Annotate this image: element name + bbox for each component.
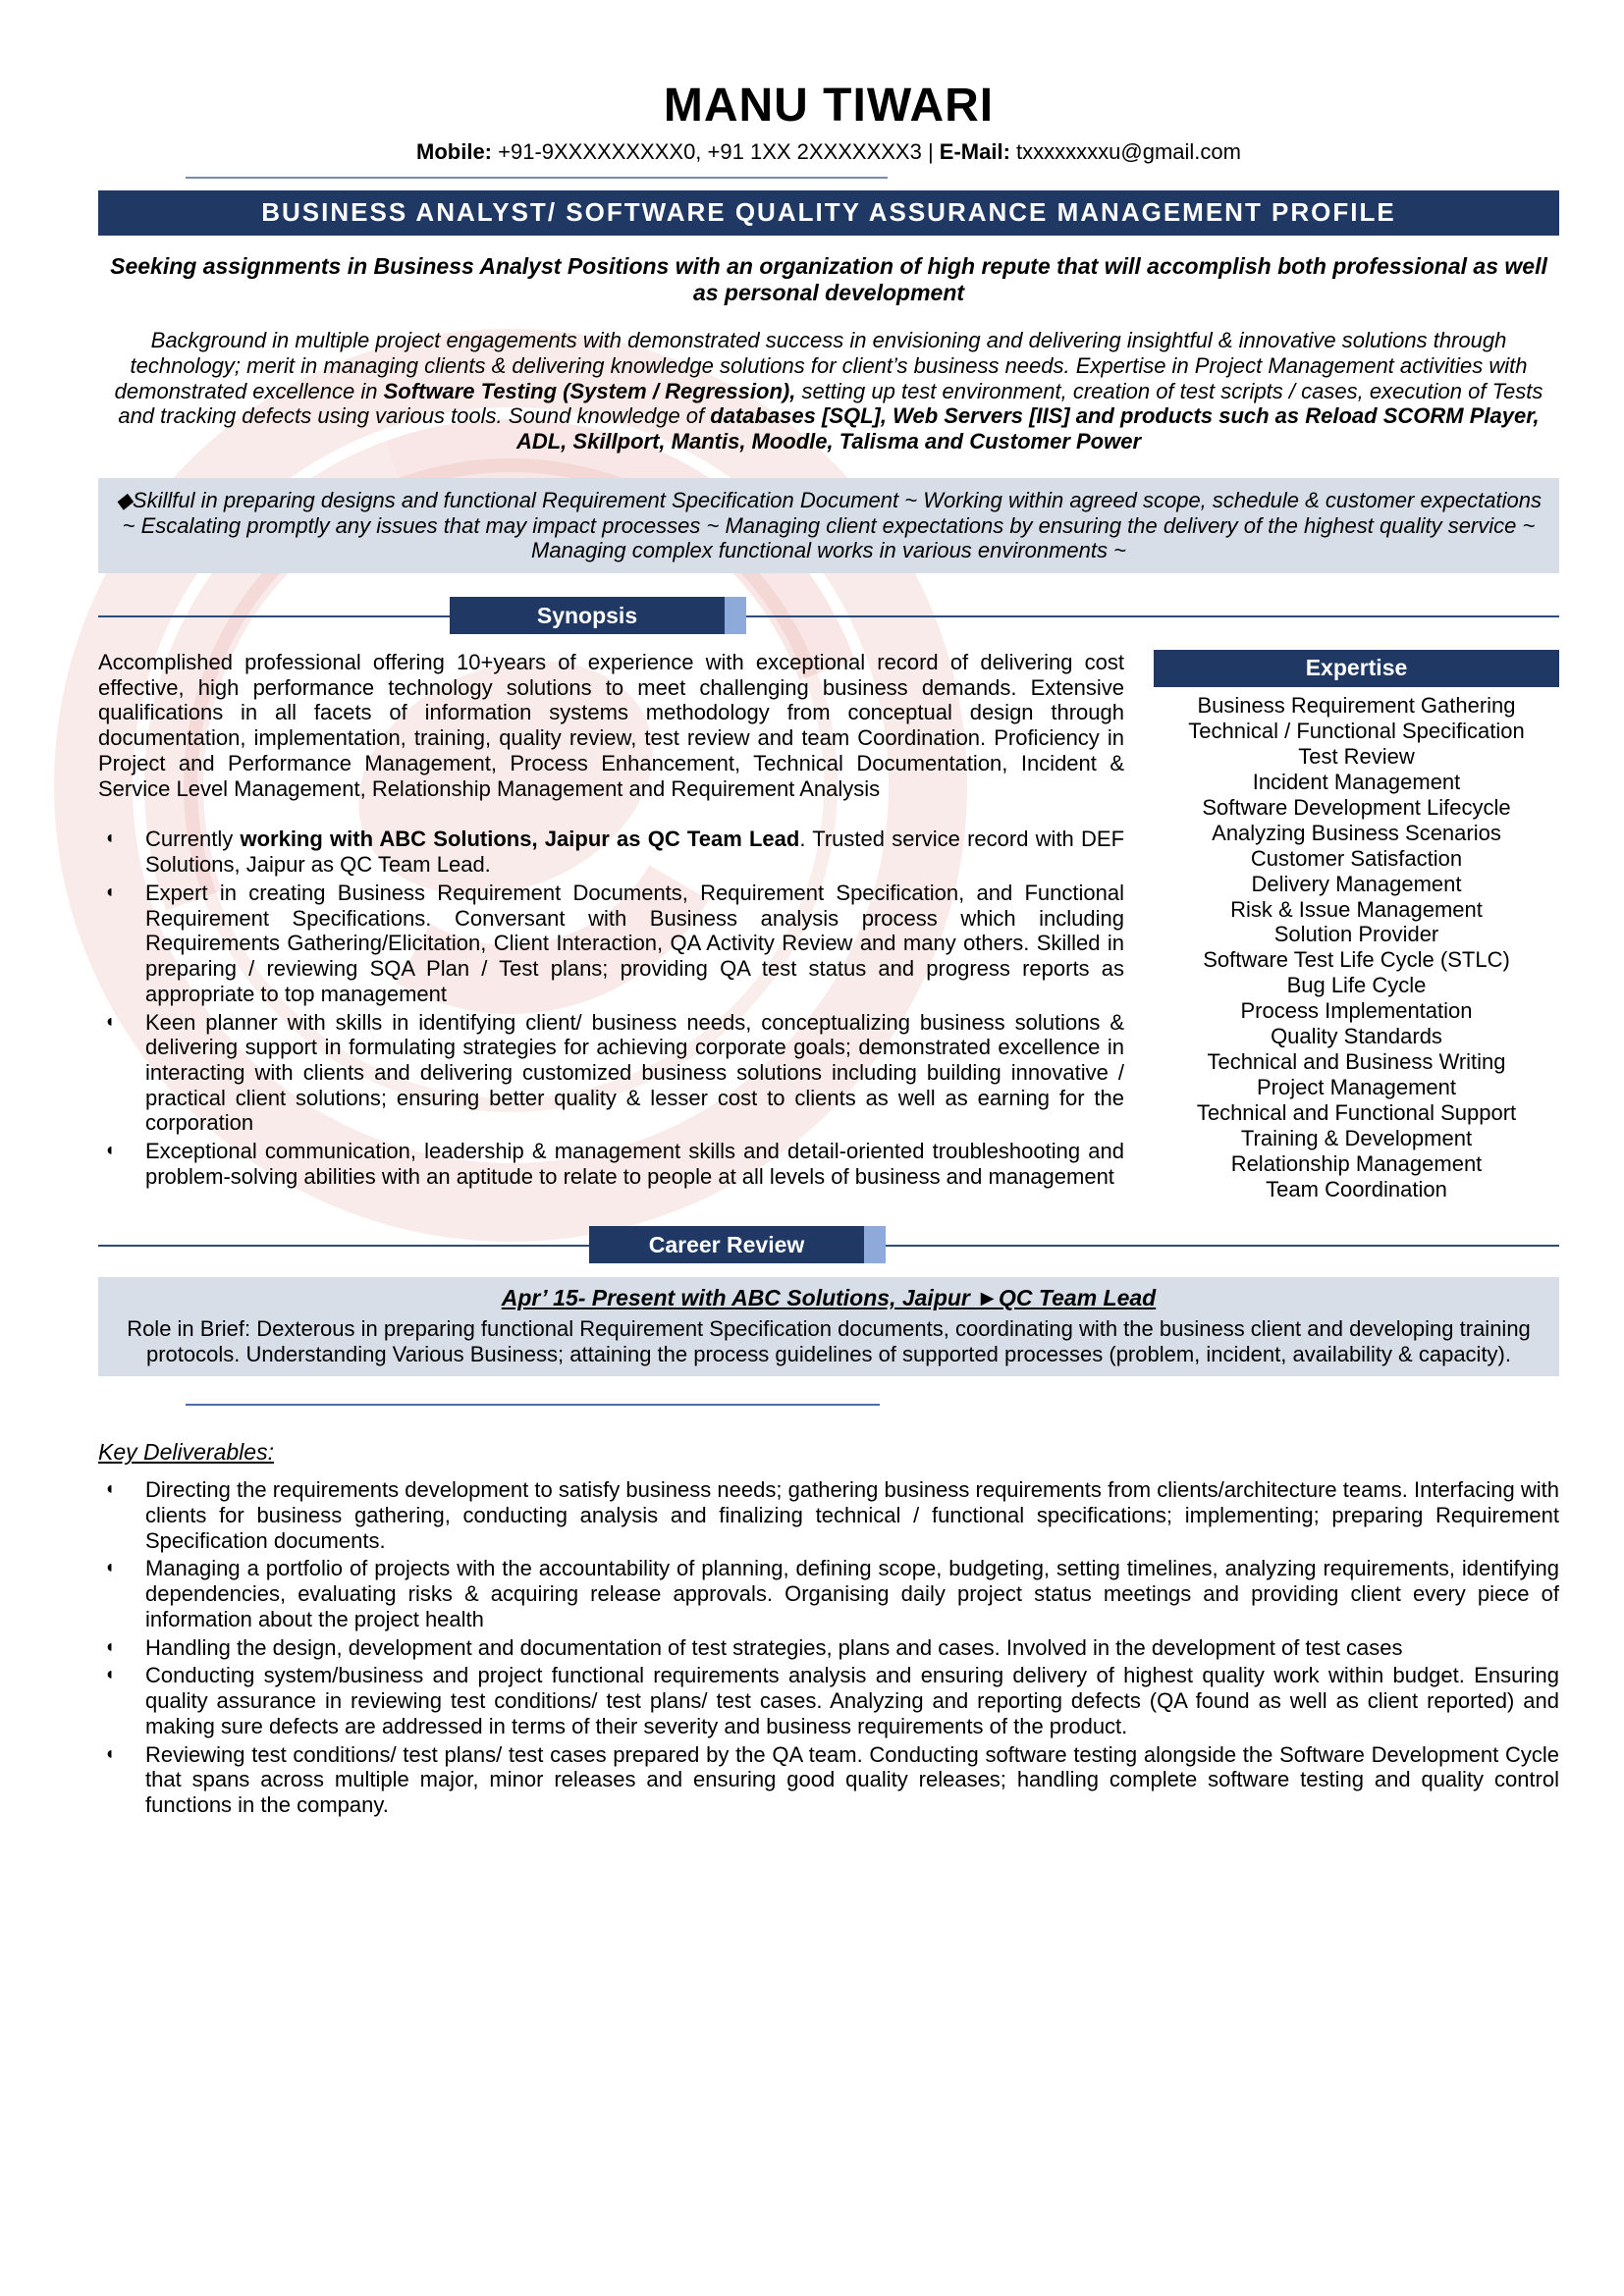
- bullet-text: Managing a portfolio of projects with the accountability of planning, defining scope, budgeting, setting timelines, analyzing requirements, identifying dependencies, evaluating risks & acquiring release approvals. Organising daily project status meetings and providing client every piece of information about the project health: [145, 1556, 1559, 1631]
- expertise-item: Software Test Life Cycle (STLC): [1203, 947, 1510, 973]
- bullet-icon: ◖: [104, 881, 115, 901]
- key-deliverables-list: [98, 1477, 1559, 1818]
- list-item: [98, 881, 1124, 1007]
- objective-statement: Seeking assignments in Business Analyst Positions with an organization of high repute that will accomplish both professional as well as personal development: [110, 253, 1547, 306]
- mobile-numbers: +91-9XXXXXXXXX0, +91 1XX 2XXXXXXX3 |: [492, 139, 940, 165]
- section-title: Synopsis: [450, 597, 725, 634]
- expertise-item: Delivery Management: [1251, 871, 1462, 896]
- synopsis-column: [98, 650, 1124, 1202]
- bullet-icon: ◖: [104, 828, 115, 848]
- expertise-item: Analyzing Business Scenarios: [1212, 820, 1501, 845]
- expertise-item: Risk & Issue Management: [1230, 896, 1483, 922]
- list-item: [98, 1663, 1559, 1738]
- bullet-text: Reviewing test conditions/ test plans/ test cases prepared by the QA team. Conducting software testing alongside the Software Development Cycle that spans across multiple major, minor releases and ensuring good quality releases; handling complete software testing and quality control functions in the company.: [145, 1741, 1559, 1818]
- mobile-label: Mobile:: [416, 139, 493, 165]
- expertise-item: Relationship Management: [1230, 1151, 1483, 1177]
- career-entry: [98, 1277, 1559, 1376]
- header-bar-accent: [725, 597, 746, 634]
- expertise-item: Quality Standards: [1271, 1024, 1442, 1049]
- bullet-icon: ◖: [104, 1557, 115, 1577]
- header-divider: [186, 177, 887, 179]
- position-title: Apr’ 15- Present with ABC Solutions, Jaipur ►QC Team Lead: [501, 1284, 1157, 1310]
- list-item: [98, 1010, 1124, 1137]
- section-title: Career Review: [589, 1226, 864, 1263]
- expertise-item: Incident Management: [1252, 769, 1461, 794]
- bullet-icon: ◖: [104, 1635, 115, 1656]
- section-divider-line: [98, 615, 1559, 617]
- list-item: [98, 1742, 1559, 1818]
- expertise-item: Process Implementation: [1240, 998, 1473, 1024]
- expertise-item: Test Review: [1298, 743, 1415, 769]
- synopsis-intro: Accomplished professional offering 10+years of experience with exceptional record of delivering cost effective, high performance technology solutions to meet challenging business demands. Extensive qualifications in all facets of information systems methodology from conceptual design through documentation, implementation, training, quality review, test review and team Coordination. Proficiency in Project and Performance Management, Process Enhancement, Technical Documentation, Incident & Service Level Management, Relationship Management and Requirement Analysis: [98, 649, 1124, 801]
- expertise-item: Team Coordination: [1266, 1177, 1447, 1201]
- email-address: txxxxxxxxu@gmail.com: [1009, 139, 1241, 165]
- profile-title-bar: BUSINESS ANALYST/ SOFTWARE QUALITY ASSURANCE MANAGEMENT PROFILE: [98, 190, 1559, 236]
- bullet-text: Currently working with ABC Solutions, Jaipur as QC Team Lead. Trusted service record with DEF Solutions, Jaipur as QC Team Lead.: [145, 827, 1125, 878]
- background-text: Background in multiple project engagements with demonstrated success in envisioning and delivering insightful & innovative solutions through technology; merit in managing clients & delivering knowledge solutions for client’s business needs. Expertise in Project Management activities with demonstrated excellence in: [114, 328, 1528, 403]
- career-divider: [186, 1404, 880, 1406]
- bullet-icon: ◖: [104, 1742, 115, 1763]
- bullet-icon: ◖: [104, 1478, 115, 1499]
- candidate-name: MANU TIWARI: [663, 80, 995, 132]
- list-item: [98, 1477, 1559, 1553]
- list-item: [98, 827, 1124, 877]
- key-deliverables-heading: Key Deliverables:: [98, 1439, 274, 1466]
- expertise-item: Business Requirement Gathering: [1197, 692, 1516, 718]
- expertise-list: [1154, 687, 1559, 1202]
- career-section-header: [98, 1226, 1559, 1265]
- bullet-text: Keen planner with skills in identifying client/ business needs, conceptualizing business solutions & delivering support in formulating strategies for achieving corporate goals; demonstrated excellence in interacting with clients and delivering customized business solutions including building innovative / practical client solutions; ensuring better quality & lesser cost to clients as well as earning for the corporation: [145, 1009, 1124, 1136]
- expertise-item: Technical and Business Writing: [1207, 1049, 1506, 1075]
- list-item: [98, 1556, 1559, 1631]
- expertise-item: Software Development Lifecycle: [1202, 794, 1511, 820]
- expertise-item: Bug Life Cycle: [1286, 973, 1427, 998]
- header-bar-accent: [864, 1226, 886, 1263]
- background-bold-text: Software Testing (System / Regression),: [383, 378, 796, 403]
- list-item: [98, 1139, 1124, 1189]
- bullet-text: Handling the design, development and documentation of test strategies, plans and cases. Involved in the development of test cases: [145, 1634, 1403, 1660]
- synopsis-bullet-list: [98, 827, 1124, 1189]
- synopsis-section: [98, 650, 1559, 1202]
- bullet-text: Directing the requirements development to satisfy business needs; gathering business requirements from clients/architecture teams. Interfacing with clients for business gathering, conducting analysis and finalizing technical / functional specifications; implementing; preparing Requirement Specification documents.: [145, 1477, 1559, 1553]
- expertise-heading: Expertise: [1154, 650, 1559, 687]
- career-header-bar: [589, 1226, 886, 1263]
- background-bold-text: databases [SQL], Web Servers [IIS] and products such as Reload SCORM Player, ADL, Skillport, Mantis, Moodle, Talisma and Customer Power: [515, 403, 1540, 454]
- bullet-text: Expert in creating Business Requirement Documents, Requirement Specification, and Functional Requirement Specifications. Conversant with Business analysis process which including Requirements Gathering/Elicitation, Client Interaction, QA Activity Review and many others. Skilled in preparing / reviewing SQA Plan / Test plans; providing QA test status and progress reports as appropriate to top management: [145, 880, 1124, 1006]
- synopsis-header-bar: [450, 597, 746, 634]
- bullet-text: Exceptional communication, leadership & management skills and detail-oriented troubleshooting and problem-solving abilities with an aptitude to relate to people at all levels of business and management: [145, 1139, 1124, 1189]
- list-item: [98, 1635, 1559, 1661]
- expertise-item: Solution Provider: [1273, 922, 1439, 947]
- expertise-item: Training & Development: [1240, 1126, 1473, 1151]
- email-label: E-Mail:: [939, 139, 1010, 165]
- synopsis-section-header: [98, 597, 1559, 636]
- expertise-item: Project Management: [1257, 1075, 1456, 1100]
- role-brief: Role in Brief: Dexterous in preparing functional Requirement Specification documents, coordinating with the business client and developing training protocols. Understanding Various Business; attaining the process guidelines of supported processes (problem, incident, availability & capacity).: [127, 1315, 1531, 1366]
- bullet-icon: ◖: [104, 1664, 115, 1684]
- expertise-item: Technical and Functional Support: [1196, 1100, 1517, 1126]
- skills-banner: ◆Skillful in preparing designs and functional Requirement Specification Document ~ Working within agreed scope, schedule & customer expectations ~ Escalating promptly any issues that may impact processes ~ Managing client expectations by ensuring the delivery of the highest quality service ~ Managing complex functional works in various environments ~: [98, 478, 1559, 573]
- bullet-icon: ◖: [104, 1140, 115, 1160]
- expertise-panel: [1154, 650, 1559, 1202]
- background-summary: [98, 328, 1559, 454]
- expertise-item: Customer Satisfaction: [1250, 845, 1463, 871]
- contact-line: [98, 139, 1559, 165]
- expertise-item: Technical / Functional Specification: [1188, 718, 1525, 743]
- bullet-text: Conducting system/business and project functional requirements analysis and ensuring delivery of highest quality work within budget. Ensuring quality assurance in reviewing test conditions/ test plans/ test cases. Analyzing and reporting defects (QA found as well as client reported) and making sure defects are addressed in terms of their severity and business requirements of the product.: [145, 1663, 1559, 1738]
- background-text: setting up test environment, creation of test scripts / cases, execution of Tests and tracking defects using various tools. Sound knowledge of: [118, 378, 1543, 429]
- bullet-icon: ◖: [104, 1010, 115, 1031]
- resume-header: [98, 79, 1559, 236]
